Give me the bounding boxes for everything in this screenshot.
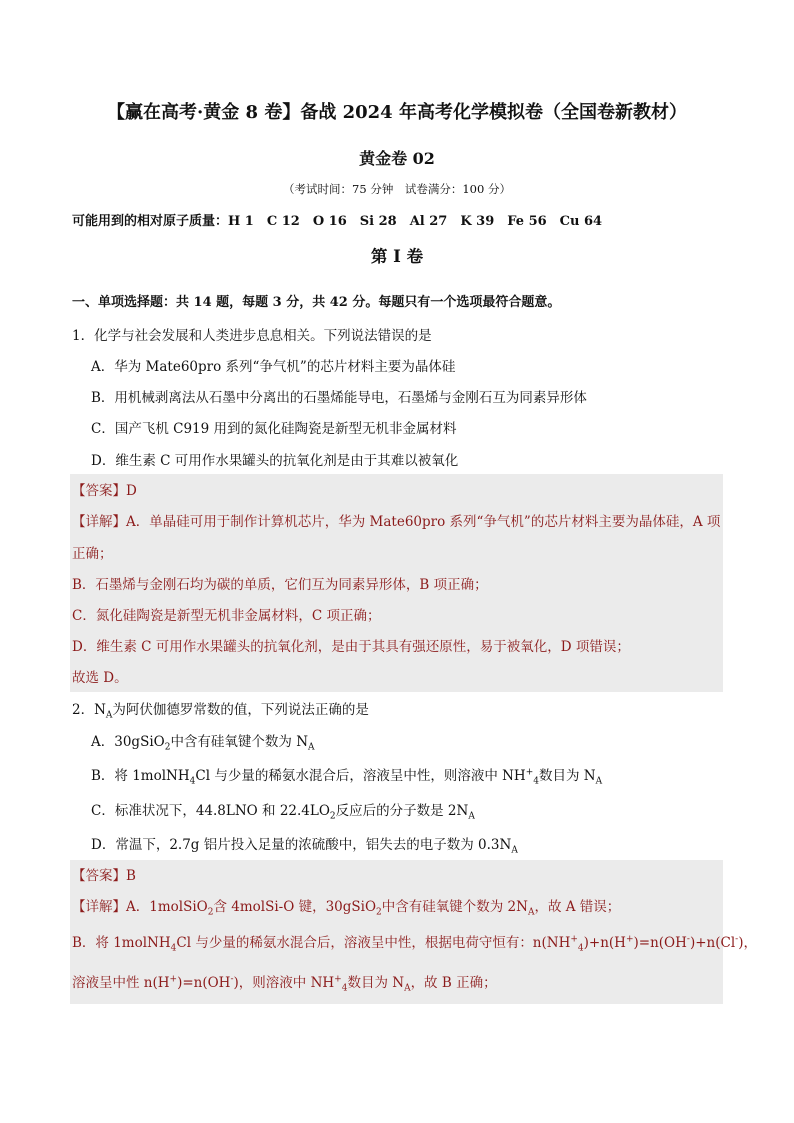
question-2-option-c: C．标准状况下，44.8LNO 和 $22.4LO_2$反应后的分子数是 $2N_A$: [91, 803, 475, 822]
question-2-option-b: B．将 1molNH$_4$Cl 与少量的稀氨水混合后，溶液呈中性，则溶液中 $NH^+_4$数目为 $N_A$: [91, 767, 603, 787]
question-1-option-a: A．华为 Mate60pro 系列“争气机”的芯片材料主要为晶体硅: [91, 359, 456, 375]
question-2-stem: 2．$N_A$为阿伏伽德罗常数的值，下列说法正确的是: [72, 702, 369, 721]
question-1-explanation-line: B．石墨烯与金刚石均为碳的单质，它们互为同素异形体，B 项正确；: [72, 577, 488, 593]
question-1-explanation-line: 正确；: [72, 546, 113, 562]
question-1-explanation-line: D．维生素 C 可用作水果罐头的抗氧化剂，是由于其具有强还原性，易于被氧化，D 项错误；: [72, 639, 630, 655]
question-2-explanation-line: 【详解】A．1molSiO$_2$含 4molSi-O 键，30gSiO$_2$中含有硅氧键个数为 $2N_A$，故 A 错误；: [72, 899, 621, 918]
question-2-option-d: D．常温下，2.7g 铝片投入足量的浓硫酸中，铝失去的电子数为 $0.3N_A$: [91, 837, 518, 856]
question-1-stem: 1．化学与社会发展和人类进步息息相关。下列说法错误的是: [72, 328, 432, 344]
question-2-explanation-line: 溶液呈中性 n(H+)=n(OH-)，则溶液中 $NH^+_4$数目为 $N_A$，故 B 正确；: [72, 974, 497, 994]
question-1-explanation-line: 故选 D。: [72, 670, 128, 686]
atomic-masses: 可能用到的相对原子质量：H 1 C 12 O 16 Si 28 Al 27 K 39 Fe 56 Cu 64: [72, 214, 603, 229]
section-instructions: 一、单项选择题：共 14 题，每题 3 分，共 42 分。每题只有一个选项最符合题意。: [72, 295, 561, 310]
paper-subtitle: 黄金卷 02: [359, 149, 435, 168]
question-2-answer: 【答案】B: [72, 868, 136, 884]
question-2-option-a: A．30gSiO$_2$中含有硅氧键个数为 $N_A$: [91, 734, 315, 753]
question-2-explanation-line: B．将 1molNH$_4$Cl 与少量的稀氨水混合后，溶液呈中性，根据电荷守恒有：$n(NH^+_4)+n(H^+)=n(OH^-)+n(Cl^-)$，: [72, 934, 757, 954]
question-1-explanation-line: C．氮化硅陶瓷是新型无机非金属材料，C 项正确；: [72, 608, 381, 624]
question-1-answer: 【答案】D: [72, 483, 137, 499]
exam-title: 【赢在高考·黄金 8 卷】备战 2024 年高考化学模拟卷（全国卷新教材）: [107, 102, 687, 123]
question-1-option-c: C．国产飞机 C919 用到的氮化硅陶瓷是新型无机非金属材料: [91, 421, 457, 437]
question-1-explanation-line: 【详解】A．单晶硅可用于制作计算机芯片，华为 Mate60pro 系列“争气机”的芯片材料主要为晶体硅，A 项: [72, 514, 721, 530]
section-title: 第 I 卷: [370, 247, 424, 266]
question-1-option-b: B．用机械剥离法从石墨中分离出的石墨烯能导电，石墨烯与金刚石互为同素异形体: [91, 390, 587, 406]
question-1-option-d: D．维生素 C 可用作水果罐头的抗氧化剂是由于其难以被氧化: [91, 453, 459, 469]
time-info: （考试时间：75 分钟 试卷满分：100 分）: [283, 182, 511, 196]
